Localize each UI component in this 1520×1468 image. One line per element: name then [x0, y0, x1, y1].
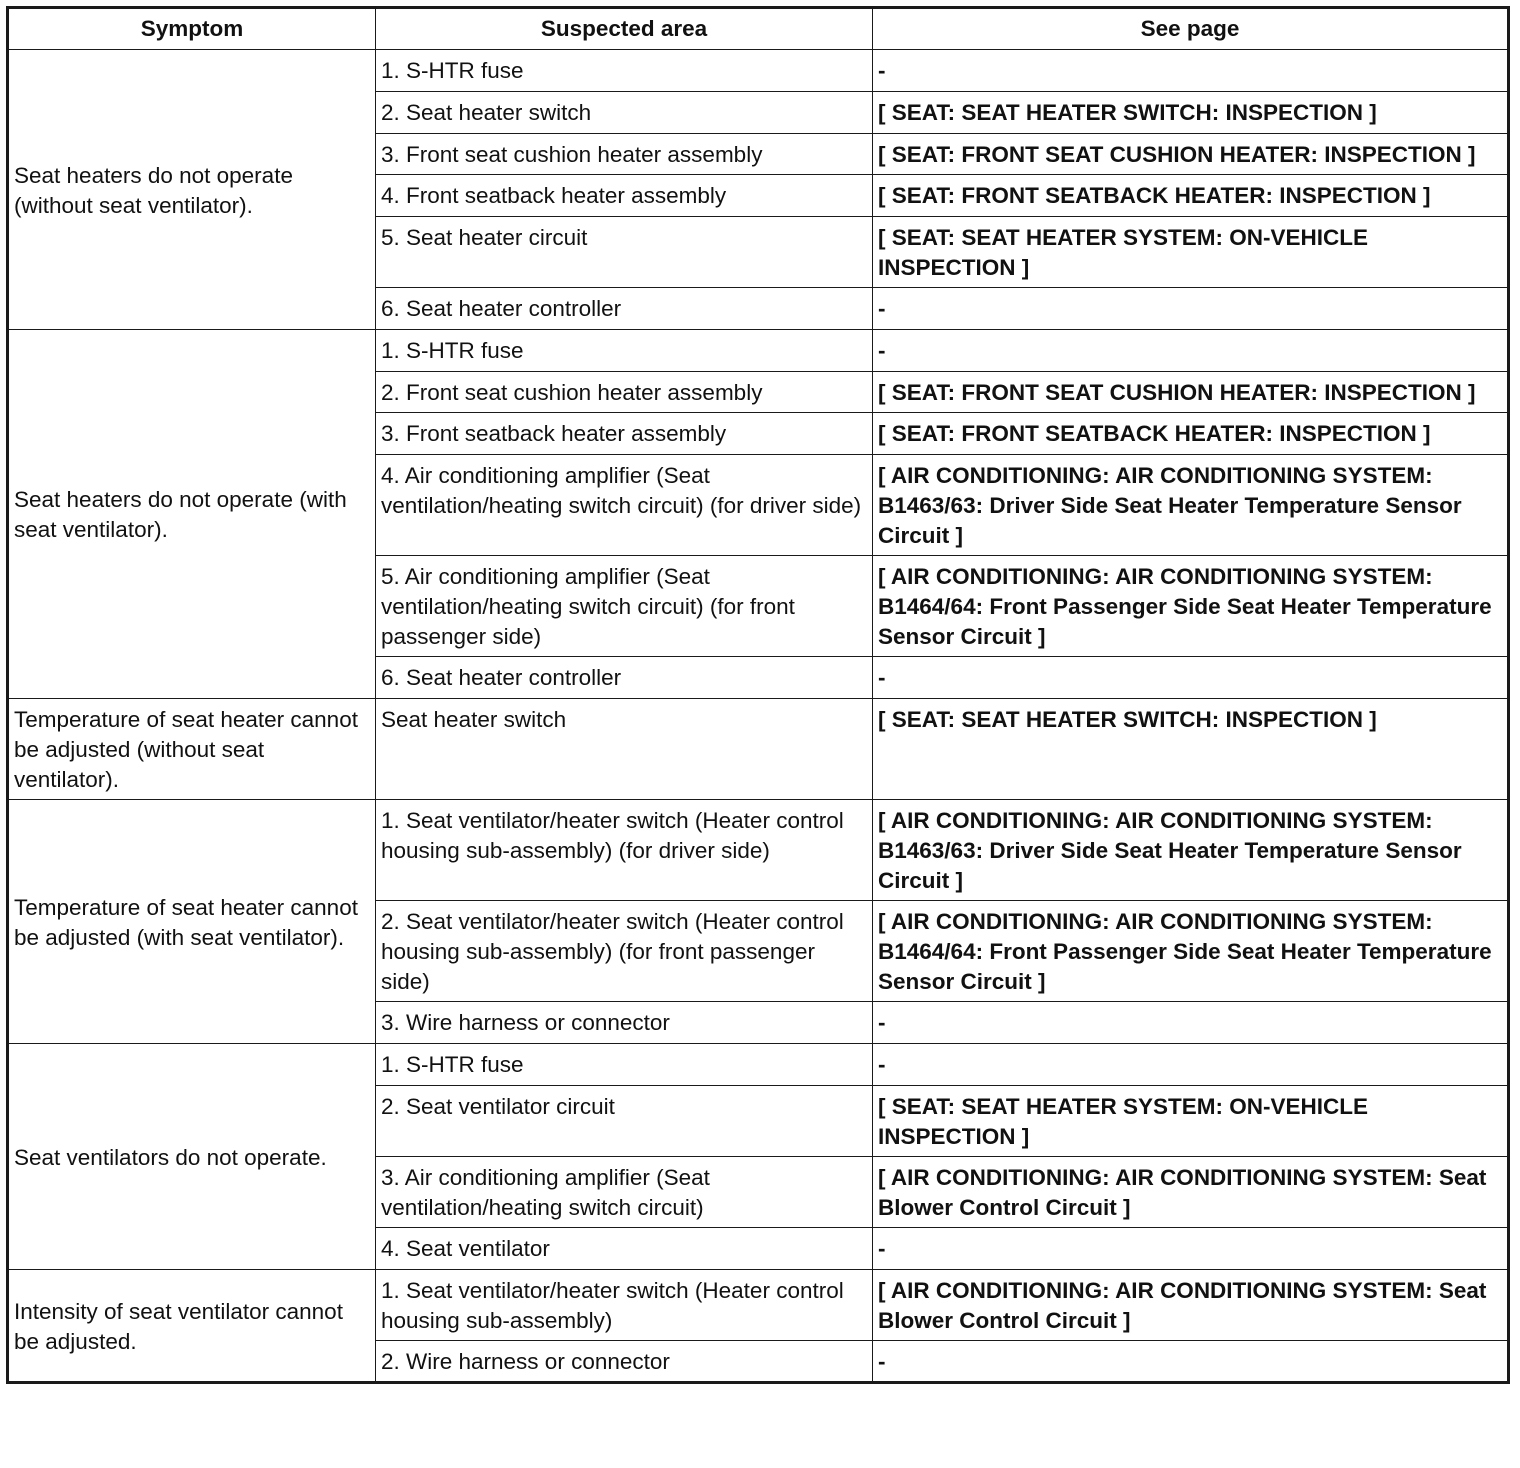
- see-page-cell: [ SEAT: FRONT SEATBACK HEATER: INSPECTION ]: [873, 175, 1509, 217]
- suspected-area-cell: 1. S-HTR fuse: [376, 1044, 873, 1086]
- suspected-area-cell: 3. Front seat cushion heater assembly: [376, 134, 873, 175]
- symptom-cell: Intensity of seat ventilator cannot be adjusted.: [8, 1270, 376, 1383]
- suspected-area-cell: 2. Seat ventilator circuit: [376, 1086, 873, 1157]
- problem-symptoms-table: [6, 6, 1510, 1384]
- see-page-cell: -: [873, 50, 1509, 92]
- table-row: [8, 1270, 1509, 1341]
- symptom-cell: Temperature of seat heater cannot be adjusted (without seat ventilator).: [8, 699, 376, 800]
- see-page-cell: -: [873, 288, 1509, 330]
- see-page-cell: [ AIR CONDITIONING: AIR CONDITIONING SYSTEM: B1463/63: Driver Side Seat Heater Temperature Sensor Circuit ]: [873, 455, 1509, 556]
- see-page-cell: -: [873, 1228, 1509, 1270]
- header-suspected-area: Suspected area: [376, 8, 873, 50]
- header-see-page: See page: [873, 8, 1509, 50]
- suspected-area-cell: 3. Wire harness or connector: [376, 1002, 873, 1044]
- see-page-cell: [ AIR CONDITIONING: AIR CONDITIONING SYSTEM: B1464/64: Front Passenger Side Seat Heater Temperature Sensor Circuit ]: [873, 556, 1509, 657]
- see-page-cell: [ SEAT: SEAT HEATER SWITCH: INSPECTION ]: [873, 92, 1509, 134]
- suspected-area-cell: 6. Seat heater controller: [376, 657, 873, 699]
- suspected-area-cell: 2. Wire harness or connector: [376, 1341, 873, 1383]
- suspected-area-cell: 2. Front seat cushion heater assembly: [376, 372, 873, 413]
- suspected-area-cell: 2. Seat ventilator/heater switch (Heater control housing sub-assembly) (for front passenger side): [376, 901, 873, 1002]
- suspected-area-cell: 4. Seat ventilator: [376, 1228, 873, 1270]
- see-page-cell: -: [873, 330, 1509, 372]
- suspected-area-cell: 1. Seat ventilator/heater switch (Heater control housing sub-assembly): [376, 1270, 873, 1341]
- suspected-area-cell: 3. Front seatback heater assembly: [376, 413, 873, 455]
- see-page-cell: [ SEAT: FRONT SEAT CUSHION HEATER: INSPECTION ]: [873, 134, 1509, 175]
- table-row: [8, 699, 1509, 800]
- see-page-cell: [ AIR CONDITIONING: AIR CONDITIONING SYSTEM: B1464/64: Front Passenger Side Seat Heater Temperature Sensor Circuit ]: [873, 901, 1509, 1002]
- see-page-cell: [ SEAT: SEAT HEATER SYSTEM: ON-VEHICLE INSPECTION ]: [873, 1086, 1509, 1157]
- see-page-cell: -: [873, 1341, 1509, 1383]
- see-page-cell: [ SEAT: SEAT HEATER SYSTEM: ON-VEHICLE INSPECTION ]: [873, 217, 1509, 288]
- see-page-cell: -: [873, 1002, 1509, 1044]
- suspected-area-cell: 1. Seat ventilator/heater switch (Heater control housing sub-assembly) (for driver side): [376, 800, 873, 901]
- see-page-cell: [ SEAT: SEAT HEATER SWITCH: INSPECTION ]: [873, 699, 1509, 800]
- suspected-area-cell: 3. Air conditioning amplifier (Seat ventilation/heating switch circuit): [376, 1157, 873, 1228]
- table-row: [8, 1044, 1509, 1086]
- see-page-cell: -: [873, 1044, 1509, 1086]
- symptom-cell: Seat heaters do not operate (without seat ventilator).: [8, 50, 376, 330]
- suspected-area-cell: 1. S-HTR fuse: [376, 330, 873, 372]
- table-row: [8, 50, 1509, 92]
- header-row: [8, 8, 1509, 50]
- see-page-cell: [ SEAT: FRONT SEAT CUSHION HEATER: INSPECTION ]: [873, 372, 1509, 413]
- see-page-cell: [ AIR CONDITIONING: AIR CONDITIONING SYSTEM: Seat Blower Control Circuit ]: [873, 1157, 1509, 1228]
- suspected-area-cell: 4. Air conditioning amplifier (Seat ventilation/heating switch circuit) (for driver side): [376, 455, 873, 556]
- suspected-area-cell: 5. Air conditioning amplifier (Seat ventilation/heating switch circuit) (for front passenger side): [376, 556, 873, 657]
- suspected-area-cell: 2. Seat heater switch: [376, 92, 873, 134]
- see-page-cell: [ AIR CONDITIONING: AIR CONDITIONING SYSTEM: B1463/63: Driver Side Seat Heater Temperature Sensor Circuit ]: [873, 800, 1509, 901]
- suspected-area-cell: 4. Front seatback heater assembly: [376, 175, 873, 217]
- header-symptom: Symptom: [8, 8, 376, 50]
- see-page-cell: [ AIR CONDITIONING: AIR CONDITIONING SYSTEM: Seat Blower Control Circuit ]: [873, 1270, 1509, 1341]
- symptom-cell: Seat heaters do not operate (with seat ventilator).: [8, 330, 376, 699]
- suspected-area-cell: Seat heater switch: [376, 699, 873, 800]
- symptom-cell: Temperature of seat heater cannot be adjusted (with seat ventilator).: [8, 800, 376, 1044]
- see-page-cell: -: [873, 657, 1509, 699]
- suspected-area-cell: 1. S-HTR fuse: [376, 50, 873, 92]
- see-page-cell: [ SEAT: FRONT SEATBACK HEATER: INSPECTION ]: [873, 413, 1509, 455]
- table-row: [8, 800, 1509, 901]
- table-row: [8, 330, 1509, 372]
- suspected-area-cell: 5. Seat heater circuit: [376, 217, 873, 288]
- suspected-area-cell: 6. Seat heater controller: [376, 288, 873, 330]
- symptom-cell: Seat ventilators do not operate.: [8, 1044, 376, 1270]
